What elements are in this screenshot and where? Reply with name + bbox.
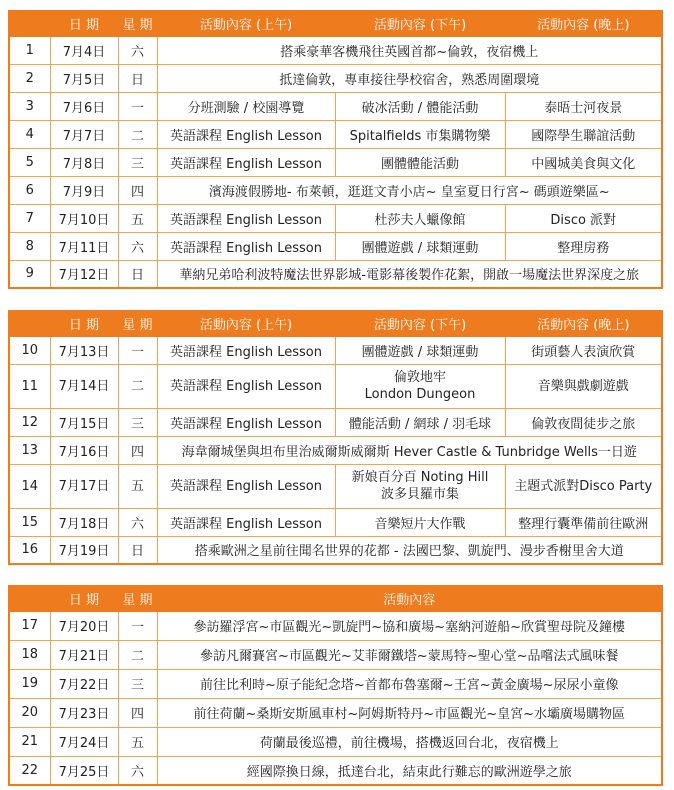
row-number: 2 xyxy=(9,64,50,92)
afternoon-line-2: 波多貝羅市集 xyxy=(380,487,459,502)
row-number: 6 xyxy=(9,176,50,204)
full-day-activity: 前往比利時~原子能紀念塔~首都布魯塞爾~王宮~黃金廣場~尿尿小童像 xyxy=(157,669,662,698)
afternoon-activity: 破冰活動 / 體能活動 xyxy=(335,92,505,120)
afternoon-activity: 杜莎夫人蠟像館 xyxy=(335,204,505,232)
row-number: 9 xyxy=(9,260,50,288)
row-number: 4 xyxy=(9,120,50,148)
row-number: 7 xyxy=(9,204,50,232)
table-row xyxy=(9,756,662,785)
afternoon-activity xyxy=(335,464,505,508)
date-cell: 7月22日 xyxy=(50,669,118,698)
weekday-cell: 六 xyxy=(118,36,157,64)
date-cell: 7月8日 xyxy=(50,148,118,176)
weekday-cell: 一 xyxy=(118,92,157,120)
afternoon-line-1: 倫敦地牢 xyxy=(393,370,446,385)
column-header: 活動內容 (晚上) xyxy=(505,11,662,36)
weekday-cell: 六 xyxy=(118,756,157,785)
afternoon-activity: 體能活動 / 網球 / 羽毛球 xyxy=(335,408,505,436)
morning-activity: 英語課程 English Lesson xyxy=(157,508,335,536)
date-cell: 7月15日 xyxy=(50,408,118,436)
date-cell: 7月20日 xyxy=(50,611,118,640)
table-row xyxy=(9,148,662,176)
morning-activity: 英語課程 English Lesson xyxy=(157,336,335,364)
morning-activity: 英語課程 English Lesson xyxy=(157,204,335,232)
full-day-activity: 前往荷蘭~桑斯安斯風車村~阿姆斯特丹~市區觀光~皇宮~水壩廣場購物區 xyxy=(157,698,662,727)
table-body xyxy=(9,611,662,785)
table-row xyxy=(9,232,662,260)
date-cell: 7月14日 xyxy=(50,364,118,408)
evening-activity: 倫敦夜間徒步之旅 xyxy=(505,408,662,436)
full-day-activity: 華納兄弟哈利波特魔法世界影城-電影幕後製作花絮，開啟一場魔法世界深度之旅 xyxy=(157,260,662,288)
column-header: 活動內容 (晚上) xyxy=(505,311,662,336)
row-number: 14 xyxy=(9,464,50,508)
evening-activity: 整理房務 xyxy=(505,232,662,260)
afternoon-line-1: 新娘百分百 Noting Hill xyxy=(351,470,489,485)
date-cell: 7月7日 xyxy=(50,120,118,148)
evening-activity: Disco 派對 xyxy=(505,204,662,232)
weekday-cell: 二 xyxy=(118,640,157,669)
column-header: 活動內容 xyxy=(157,586,662,611)
date-cell: 7月24日 xyxy=(50,727,118,756)
table-row xyxy=(9,204,662,232)
weekday-cell: 六 xyxy=(118,232,157,260)
full-day-activity: 荷蘭最後巡禮，前往機場，搭機返回台北，夜宿機上 xyxy=(157,727,662,756)
full-day-activity: 參訪羅浮宮~市區觀光~凱旋門~協和廣場~塞納河遊船~欣賞聖母院及鐘樓 xyxy=(157,611,662,640)
row-number: 12 xyxy=(9,408,50,436)
weekday-cell: 三 xyxy=(118,669,157,698)
row-number: 19 xyxy=(9,669,50,698)
row-number: 17 xyxy=(9,611,50,640)
table-row xyxy=(9,120,662,148)
date-cell: 7月25日 xyxy=(50,756,118,785)
date-cell: 7月6日 xyxy=(50,92,118,120)
morning-activity: 分班測驗 / 校園導覽 xyxy=(157,92,335,120)
column-header: 日 期 xyxy=(50,311,118,336)
morning-activity: 英語課程 English Lesson xyxy=(157,408,335,436)
evening-activity: 泰晤士河夜景 xyxy=(505,92,662,120)
evening-activity: 街頭藝人表演欣賞 xyxy=(505,336,662,364)
weekday-cell: 一 xyxy=(118,336,157,364)
full-day-activity: 海韋爾城堡與坦布里治威爾斯威爾斯 Hever Castle & Tunbridge Wells一日遊 xyxy=(157,436,662,464)
table-body xyxy=(9,336,662,564)
afternoon-line-2: London Dungeon xyxy=(364,387,476,402)
afternoon-activity: 團體體能活動 xyxy=(335,148,505,176)
morning-activity: 英語課程 English Lesson xyxy=(157,364,335,408)
date-cell: 7月9日 xyxy=(50,176,118,204)
date-cell: 7月12日 xyxy=(50,260,118,288)
header-row xyxy=(9,586,662,611)
column-header: 活動內容 (下午) xyxy=(335,11,505,36)
table-row xyxy=(9,260,662,288)
date-cell: 7月19日 xyxy=(50,536,118,564)
table-row xyxy=(9,536,662,564)
weekday-cell: 六 xyxy=(118,508,157,536)
itinerary-table-week2 xyxy=(8,310,663,565)
weekday-cell: 二 xyxy=(118,364,157,408)
morning-activity: 英語課程 English Lesson xyxy=(157,120,335,148)
table-row xyxy=(9,408,662,436)
table-row xyxy=(9,611,662,640)
itinerary-table-europe xyxy=(8,585,663,786)
weekday-cell: 三 xyxy=(118,148,157,176)
date-cell: 7月4日 xyxy=(50,36,118,64)
weekday-cell: 日 xyxy=(118,260,157,288)
date-cell: 7月23日 xyxy=(50,698,118,727)
column-header: 活動內容 (上午) xyxy=(157,311,335,336)
column-header xyxy=(9,311,50,336)
full-day-activity: 搭乘豪華客機飛往英國首都~倫敦，夜宿機上 xyxy=(157,36,662,64)
row-number: 3 xyxy=(9,92,50,120)
afternoon-activity xyxy=(335,364,505,408)
full-day-activity: 抵達倫敦，專車接往學校宿舍，熟悉周圍環境 xyxy=(157,64,662,92)
date-cell: 7月21日 xyxy=(50,640,118,669)
row-number: 5 xyxy=(9,148,50,176)
table-row xyxy=(9,727,662,756)
full-day-activity: 搭乘歐洲之星前往聞名世界的花都 - 法國巴黎、凱旋門、漫步香榭里舍大道 xyxy=(157,536,662,564)
morning-activity: 英語課程 English Lesson xyxy=(157,148,335,176)
evening-activity: 整理行囊準備前往歐洲 xyxy=(505,508,662,536)
table-row xyxy=(9,436,662,464)
table-row xyxy=(9,176,662,204)
weekday-cell: 五 xyxy=(118,204,157,232)
afternoon-activity: 團體遊戲 / 球類運動 xyxy=(335,232,505,260)
date-cell: 7月16日 xyxy=(50,436,118,464)
date-cell: 7月17日 xyxy=(50,464,118,508)
row-number: 21 xyxy=(9,727,50,756)
column-header: 日 期 xyxy=(50,586,118,611)
table-row xyxy=(9,640,662,669)
table-row xyxy=(9,669,662,698)
date-cell: 7月11日 xyxy=(50,232,118,260)
column-header: 星 期 xyxy=(118,11,157,36)
evening-activity: 中國城美食與文化 xyxy=(505,148,662,176)
table-row xyxy=(9,698,662,727)
date-cell: 7月5日 xyxy=(50,64,118,92)
header-row xyxy=(9,311,662,336)
column-header xyxy=(9,586,50,611)
row-number: 16 xyxy=(9,536,50,564)
full-day-activity: 濱海渡假勝地- 布萊頓，逛逛文青小店~ 皇室夏日行宮~ 碼頭遊樂區~ xyxy=(157,176,662,204)
table-row xyxy=(9,64,662,92)
evening-activity: 國際學生聯誼活動 xyxy=(505,120,662,148)
full-day-activity: 參訪凡爾賽宮~市區觀光~艾菲爾鐵塔~蒙馬特~聖心堂~品嚐法式風味餐 xyxy=(157,640,662,669)
morning-activity: 英語課程 English Lesson xyxy=(157,232,335,260)
row-number: 1 xyxy=(9,36,50,64)
afternoon-activity: Spitalfields 市集購物樂 xyxy=(335,120,505,148)
table-row xyxy=(9,464,662,508)
date-cell: 7月18日 xyxy=(50,508,118,536)
column-header: 日 期 xyxy=(50,11,118,36)
weekday-cell: 四 xyxy=(118,176,157,204)
afternoon-activity: 音樂短片大作戰 xyxy=(335,508,505,536)
evening-activity: 主題式派對Disco Party xyxy=(505,464,662,508)
row-number: 15 xyxy=(9,508,50,536)
table-body xyxy=(9,36,662,288)
table-row xyxy=(9,364,662,408)
header-row xyxy=(9,11,662,36)
weekday-cell: 一 xyxy=(118,611,157,640)
row-number: 20 xyxy=(9,698,50,727)
morning-activity: 英語課程 English Lesson xyxy=(157,464,335,508)
date-cell: 7月13日 xyxy=(50,336,118,364)
weekday-cell: 四 xyxy=(118,436,157,464)
row-number: 18 xyxy=(9,640,50,669)
column-header xyxy=(9,11,50,36)
row-number: 11 xyxy=(9,364,50,408)
column-header: 活動內容 (上午) xyxy=(157,11,335,36)
table-row xyxy=(9,508,662,536)
row-number: 10 xyxy=(9,336,50,364)
weekday-cell: 日 xyxy=(118,64,157,92)
evening-activity: 音樂與戲劇遊戲 xyxy=(505,364,662,408)
weekday-cell: 二 xyxy=(118,120,157,148)
column-header: 活動內容 (下午) xyxy=(335,311,505,336)
table-row xyxy=(9,92,662,120)
weekday-cell: 四 xyxy=(118,698,157,727)
row-number: 13 xyxy=(9,436,50,464)
itinerary-table-week1 xyxy=(8,10,663,289)
row-number: 8 xyxy=(9,232,50,260)
afternoon-activity: 團體遊戲 / 球類運動 xyxy=(335,336,505,364)
table-row xyxy=(9,336,662,364)
row-number: 22 xyxy=(9,756,50,785)
table-row xyxy=(9,36,662,64)
column-header: 星 期 xyxy=(118,311,157,336)
weekday-cell: 五 xyxy=(118,464,157,508)
full-day-activity: 經國際換日線，抵達台北，結束此行難忘的歐洲遊學之旅 xyxy=(157,756,662,785)
weekday-cell: 五 xyxy=(118,727,157,756)
weekday-cell: 三 xyxy=(118,408,157,436)
date-cell: 7月10日 xyxy=(50,204,118,232)
column-header: 星 期 xyxy=(118,586,157,611)
weekday-cell: 日 xyxy=(118,536,157,564)
